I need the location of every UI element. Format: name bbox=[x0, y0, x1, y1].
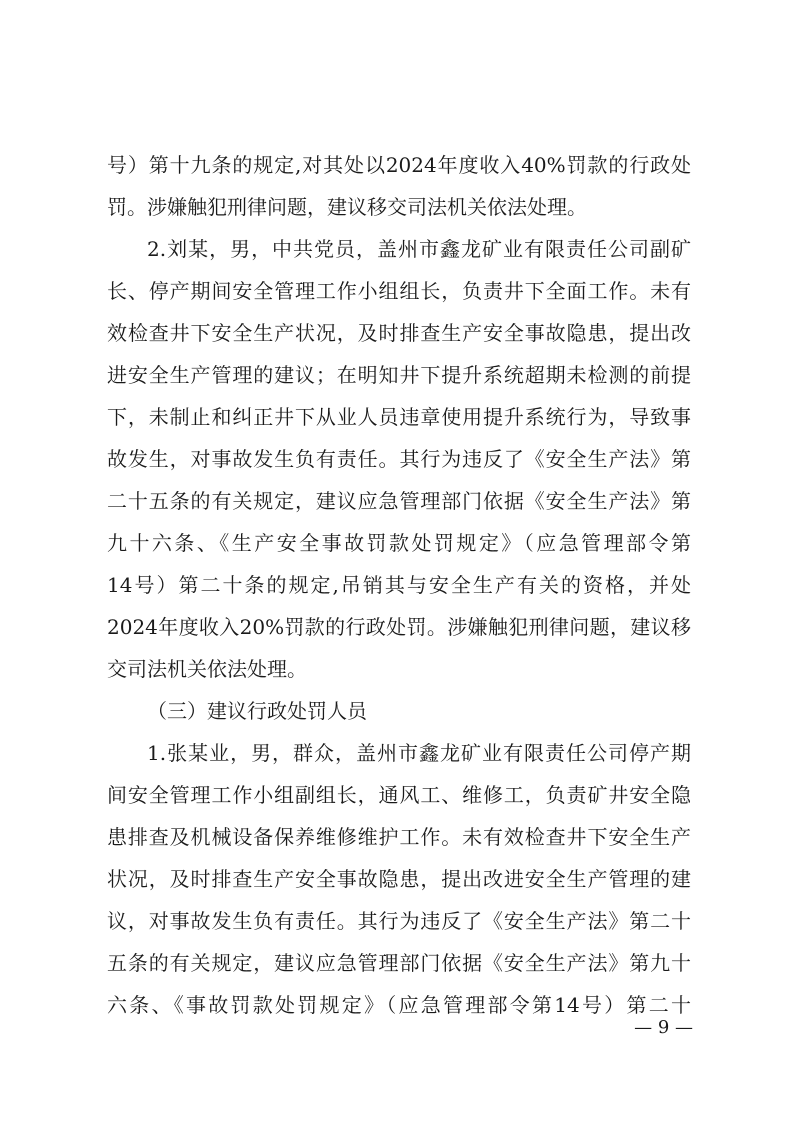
text-line: 状况，及时排查生产安全事故隐患，提出改进安全生产管理的建 bbox=[107, 867, 691, 891]
text-line: 间安全管理工作小组副组长，通风工、维修工，负责矿井安全隐 bbox=[107, 783, 691, 807]
text-line: 长、停产期间安全管理工作小组组长，负责井下全面工作。未有 bbox=[107, 279, 691, 303]
text-line: 五条的有关规定，建议应急管理部门依据《安全生产法》第九十 bbox=[107, 951, 691, 975]
text-line: 六条、《事故罚款处罚规定》（应急管理部令第14号）第二十 bbox=[107, 993, 691, 1017]
text-line: 进安全生产管理的建议；在明知井下提升系统超期未检测的前提 bbox=[107, 363, 691, 387]
text-line: 下，未制止和纠正井下从业人员违章使用提升系统行为，导致事 bbox=[107, 405, 691, 429]
text-line: 效检查井下安全生产状况，及时排查生产安全事故隐患，提出改 bbox=[107, 321, 691, 345]
text-line: 故发生，对事故发生负有责任。其行为违反了《安全生产法》第 bbox=[107, 447, 691, 471]
section-heading: （三）建议行政处罚人员 bbox=[147, 699, 367, 723]
text-line: 1.张某业，男，群众，盖州市鑫龙矿业有限责任公司停产期 bbox=[147, 741, 691, 765]
text-line: 2024年度收入20%罚款的行政处罚。涉嫌触犯刑律问题，建议移 bbox=[107, 615, 691, 639]
text-line: 14号）第二十条的规定,吊销其与安全生产有关的资格，并处 bbox=[107, 573, 691, 597]
text-line: 2.刘某，男，中共党员，盖州市鑫龙矿业有限责任公司副矿 bbox=[147, 237, 691, 261]
page-number: — 9 — bbox=[634, 1017, 693, 1038]
text-line: 罚。涉嫌触犯刑律问题，建议移交司法机关依法处理。 bbox=[107, 195, 587, 219]
text-line: 二十五条的有关规定，建议应急管理部门依据《安全生产法》第 bbox=[107, 489, 691, 513]
text-line: 交司法机关依法处理。 bbox=[107, 657, 307, 681]
text-line: 议，对事故发生负有责任。其行为违反了《安全生产法》第二十 bbox=[107, 909, 691, 933]
text-line: 号）第十九条的规定,对其处以2024年度收入40%罚款的行政处 bbox=[107, 153, 691, 177]
text-line: 九十六条、《生产安全事故罚款处罚规定》（应急管理部令第 bbox=[107, 531, 691, 555]
text-line: 患排查及机械设备保养维修维护工作。未有效检查井下安全生产 bbox=[107, 825, 691, 849]
